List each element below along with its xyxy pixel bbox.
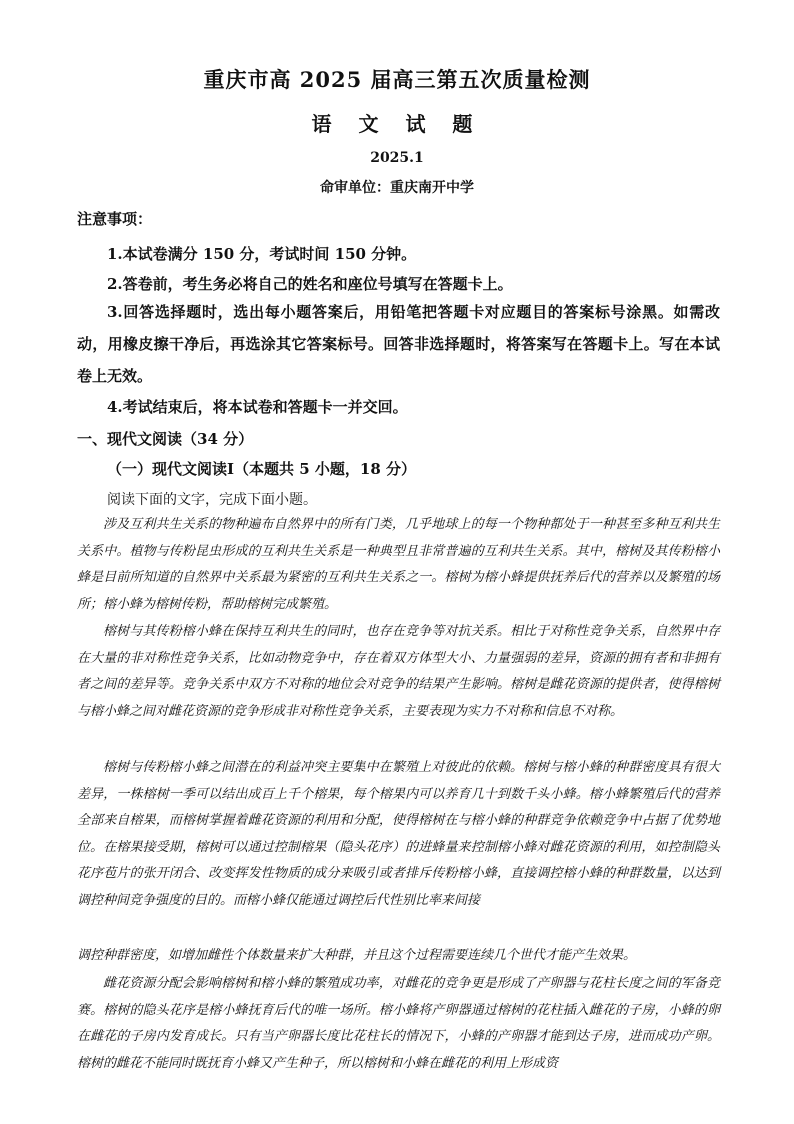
notice-heading: 注意事项： — [77, 210, 153, 228]
notice-item-3: 3.回答选择题时，选出每小题答案后，用铅笔把答题卡对应题目的答案标号涂黑。如需改动，用橡皮擦干净后，再选涂其它答案标号。回答非选择题时，将答案写在答题卡上。写在本试卷上无效。 — [77, 303, 720, 385]
passage-paragraph-3-continued: 调控种群密度，如增加雌性个体数量来扩大种群，并且这个过程需要连续几个世代才能产生效果。 — [77, 948, 637, 963]
passage-paragraph-3: 榕树与传粉榕小蜂之间潜在的利益冲突主要集中在繁殖上对彼此的依赖。榕树与榕小蜂的种群密度具有很大差异，一株榕树一季可以结出成百上千个榕果，每个榕果内可以养育几十到数千头小蜂。榕小蜂繁殖后代的营养全部来自榕果，而榕树掌握着雌花资源的利用和分配，使得榕树在与榕小蜂的种群竞争依赖竞争中占据了优势地位。在榕果接受期，榕树可以通过控制榕果（隐头花序）的进蜂量来控制榕小蜂对雌花资源的利用，如控制隐头花序苞片的张开闭合、改变挥发性物质的成分来吸引或者排斥传粉榕小蜂，直接调控榕小蜂的种群数量，以达到调控种间竞争强度的目的。而榕小蜂仅能通过调控后代性别比率来间接 — [77, 760, 720, 908]
exam-title: 重庆市高 2025 届高三第五次质量检测 — [203, 67, 591, 92]
notice-item-2: 2.答卷前，考生务必将自己的姓名和座位号填写在答题卡上。 — [107, 275, 513, 293]
exam-subject: 语 文 试 题 — [311, 112, 483, 136]
exam-setter: 命审单位：重庆南开中学 — [320, 180, 474, 196]
notice-item-1: 1.本试卷满分 150 分，考试时间 150 分钟。 — [107, 245, 417, 263]
passage-paragraph-4: 雌花资源分配会影响榕树和榕小蜂的繁殖成功率，对雌花的竞争更是形成了产卵器与花柱长度之间的军备竞赛。榕树的隐头花序是榕小蜂抚育后代的唯一场所。榕小蜂将产卵器通过榕树的花柱插入雌花的子房，小蜂的卵在雌花的子房内发育成长。只有当产卵器长度比花柱长的情况下，小蜂的产卵器才能到达子房，进而成功产卵。榕树的雌花不能同时既抚育小蜂又产生种子，所以榕树和小蜂在雌花的利用上形成资 — [77, 976, 720, 1071]
reading-instruction: 阅读下面的文字，完成下面小题。 — [107, 492, 317, 508]
passage-paragraph-1: 涉及互利共生关系的物种遍布自然界中的所有门类，几乎地球上的每一个物种都处于一种甚至多种互利共生关系中。植物与传粉昆虫形成的互利共生关系是一种典型且非常普遍的互利共生关系。其中，榕树及其传粉榕小蜂是目前所知道的自然界中关系最为紧密的互利共生关系之一。榕树为榕小蜂提供抚养后代的营养以及繁殖的场所；榕小蜂为榕树传粉，帮助榕树完成繁殖。 — [77, 517, 720, 612]
passage-paragraph-2: 榕树与其传粉榕小蜂在保持互利共生的同时，也存在竞争等对抗关系。相比于对称性竞争关系，自然界中存在大量的非对称性竞争关系，比如动物竞争中，存在着双方体型大小、力量强弱的差异，资源的拥有者和非拥有者之间的差异等。竞争关系中双方不对称的地位会对竞争的结果产生影响。榕树是雌花资源的提供者，使得榕树与榕小蜂之间对雌花资源的竞争形成非对称性竞争关系，主要表现为实力不对称和信息不对称。 — [77, 624, 720, 719]
section-heading: 一、现代文阅读（34 分） — [77, 430, 254, 448]
notice-item-4: 4.考试结束后，将本试卷和答题卡一并交回。 — [107, 398, 408, 416]
subsection-heading: （一）现代文阅读Ⅰ（本题共 5 小题，18 分） — [107, 460, 416, 478]
exam-date: 2025.1 — [370, 150, 424, 166]
